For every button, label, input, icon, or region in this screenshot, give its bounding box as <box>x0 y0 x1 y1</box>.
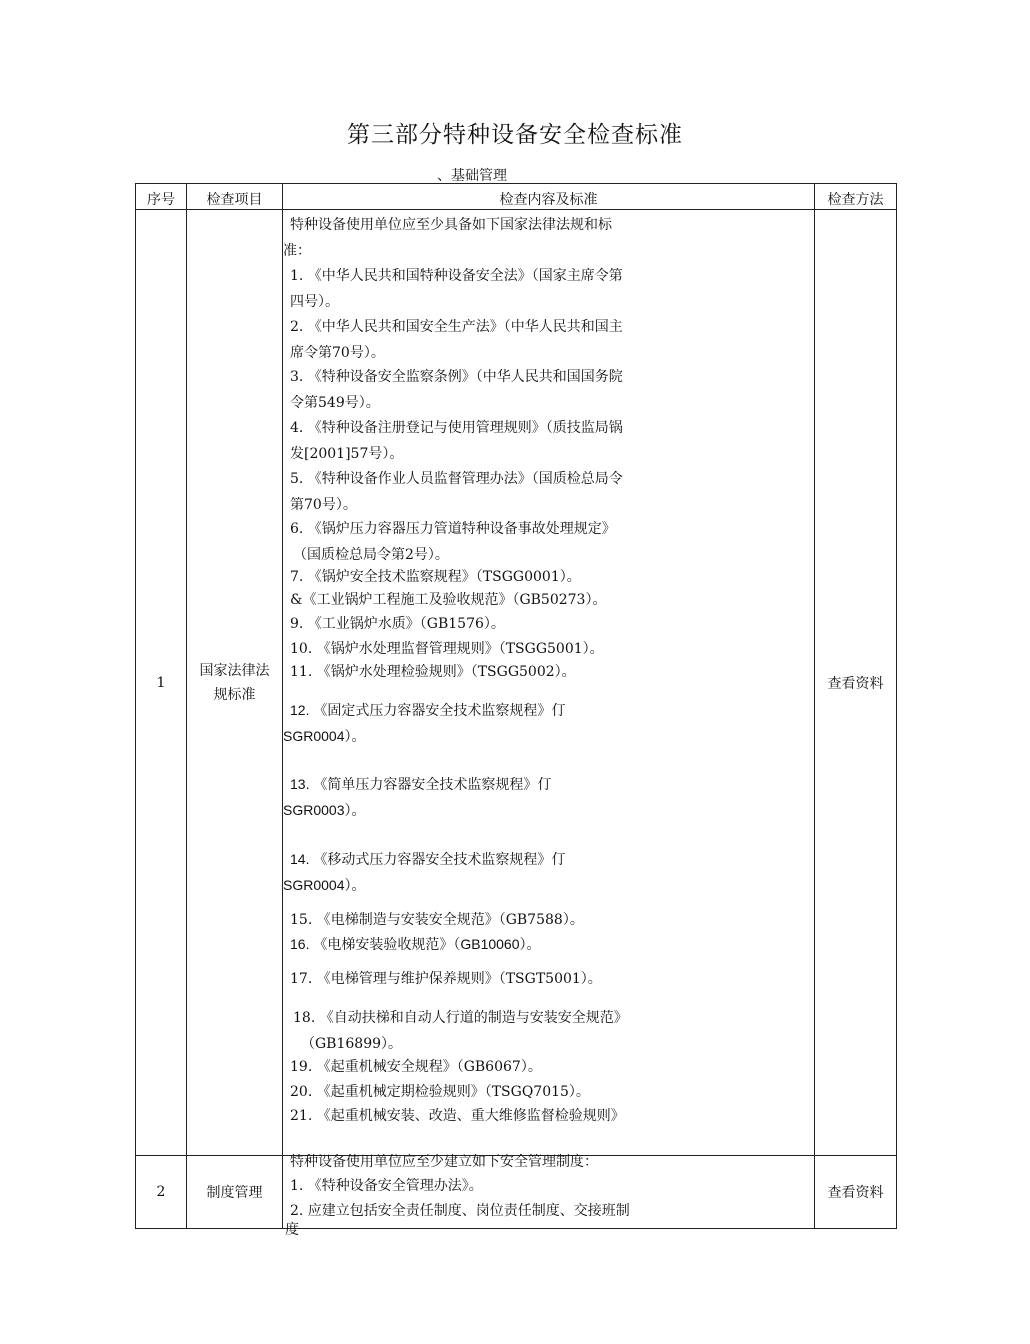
content-line: 4. 《特种设备注册登记与使用管理规则》（质技监局锅 <box>290 420 623 436</box>
content-line: 发[2001]57号）。 <box>290 446 404 462</box>
content-line: SGR0004）。 <box>283 877 366 893</box>
content-line: （GB16899）。 <box>301 1036 403 1052</box>
content-line: 席令第70号）。 <box>290 345 385 361</box>
content-line: SGR0003）。 <box>283 802 366 818</box>
row-content <box>283 1154 815 1238</box>
content-line: 10. 《锅炉水处理监督管理规则》（TSGG5001）。 <box>290 641 604 657</box>
content-line: 度 <box>285 1222 299 1238</box>
section-heading: 、基础管理 <box>437 168 507 184</box>
content-line: 20. 《起重机械定期检验规则》（TSGQ7015）。 <box>290 1084 590 1100</box>
content-line: 5. 《特种设备作业人员监督管理办法》（国质检总局令 <box>290 471 623 487</box>
content-line: &《工业锅炉工程施工及验收规范》（GB50273）。 <box>290 592 607 608</box>
content-line: （国质检总局令第2号）。 <box>293 547 449 563</box>
row-item-text: 国家法律法规标准 <box>199 662 270 703</box>
content-line: 第70号）。 <box>290 497 357 513</box>
content-line: 2. 《中华人民共和国安全生产法》（中华人民共和国主 <box>290 319 623 335</box>
content-line: 特种设备使用单位应至少建立如下安全管理制度： <box>290 1154 598 1170</box>
content-line: 1. 《特种设备安全管理办法》。 <box>290 1178 483 1194</box>
content-line: 特种设备使用单位应至少具备如下国家法律法规和标 <box>290 217 612 233</box>
content-line: 17. 《电梯管理与维护保养规则》（TSGT5001）。 <box>290 971 602 987</box>
row-method: 查看资料 <box>815 210 897 1156</box>
header-item: 检查项目 <box>187 184 283 210</box>
inspection-table <box>135 183 897 1238</box>
content-line: 15. 《电梯制造与安装安全规范》（GB7588）。 <box>290 912 584 928</box>
table-row <box>136 1156 897 1229</box>
row-method: 查看资料 <box>815 1156 897 1229</box>
content-line: 准： <box>283 243 311 259</box>
content-line: 13. 《简单压力容器安全技术监察规程》仃 <box>290 776 552 792</box>
row-number: 1 <box>136 210 187 1156</box>
content-line: 四号）。 <box>290 294 339 310</box>
row-item <box>187 210 283 1156</box>
content-line: 2. 应建立包括安全责任制度、岗位责任制度、交接班制 <box>290 1203 630 1219</box>
content-line: 18. 《自动扶梯和自动人行道的制造与安装安全规范》 <box>293 1010 628 1026</box>
content-line: 7. 《锅炉安全技术监察规程》（TSGG0001）。 <box>290 569 581 585</box>
content-line: 16. 《电梯安装验收规范》（GB10060）。 <box>290 936 541 952</box>
page-title: 第三部分特种设备安全检查标准 <box>347 122 683 148</box>
header-no: 序号 <box>136 184 187 210</box>
content-line: SGR0004）。 <box>283 728 366 744</box>
content-line: 9. 《工业锅炉水质》（GB1576）。 <box>290 616 505 632</box>
content-line: 3. 《特种设备安全监察条例》（中华人民共和国国务院 <box>290 369 623 385</box>
row-content <box>283 210 815 1156</box>
content-line: 令第549号）。 <box>290 395 380 411</box>
content-line: 12. 《固定式压力容器安全技术监察规程》仃 <box>290 702 566 718</box>
table-header-row <box>136 184 897 210</box>
header-content: 检查内容及标准 <box>283 184 815 210</box>
row-item: 制度管理 <box>187 1156 283 1229</box>
table-row <box>136 210 897 1156</box>
content-line: 6. 《锅炉压力容器压力管道特种设备事故处理规定》 <box>290 521 616 537</box>
content-line: 19. 《起重机械安全规程》（GB6067）。 <box>290 1059 542 1075</box>
content-line: 14. 《移动式压力容器安全技术监察规程》仃 <box>290 851 566 867</box>
header-method: 检查方法 <box>815 184 897 210</box>
row-number: 2 <box>136 1156 187 1229</box>
content-line: 1. 《中华人民共和国特种设备安全法》（国家主席令第 <box>290 268 623 284</box>
content-line: 21. 《起重机械安装、改造、重大维修监督检验规则》 <box>290 1108 625 1124</box>
content-line: 11. 《锅炉水处理检验规则》（TSGG5002）。 <box>290 664 576 680</box>
